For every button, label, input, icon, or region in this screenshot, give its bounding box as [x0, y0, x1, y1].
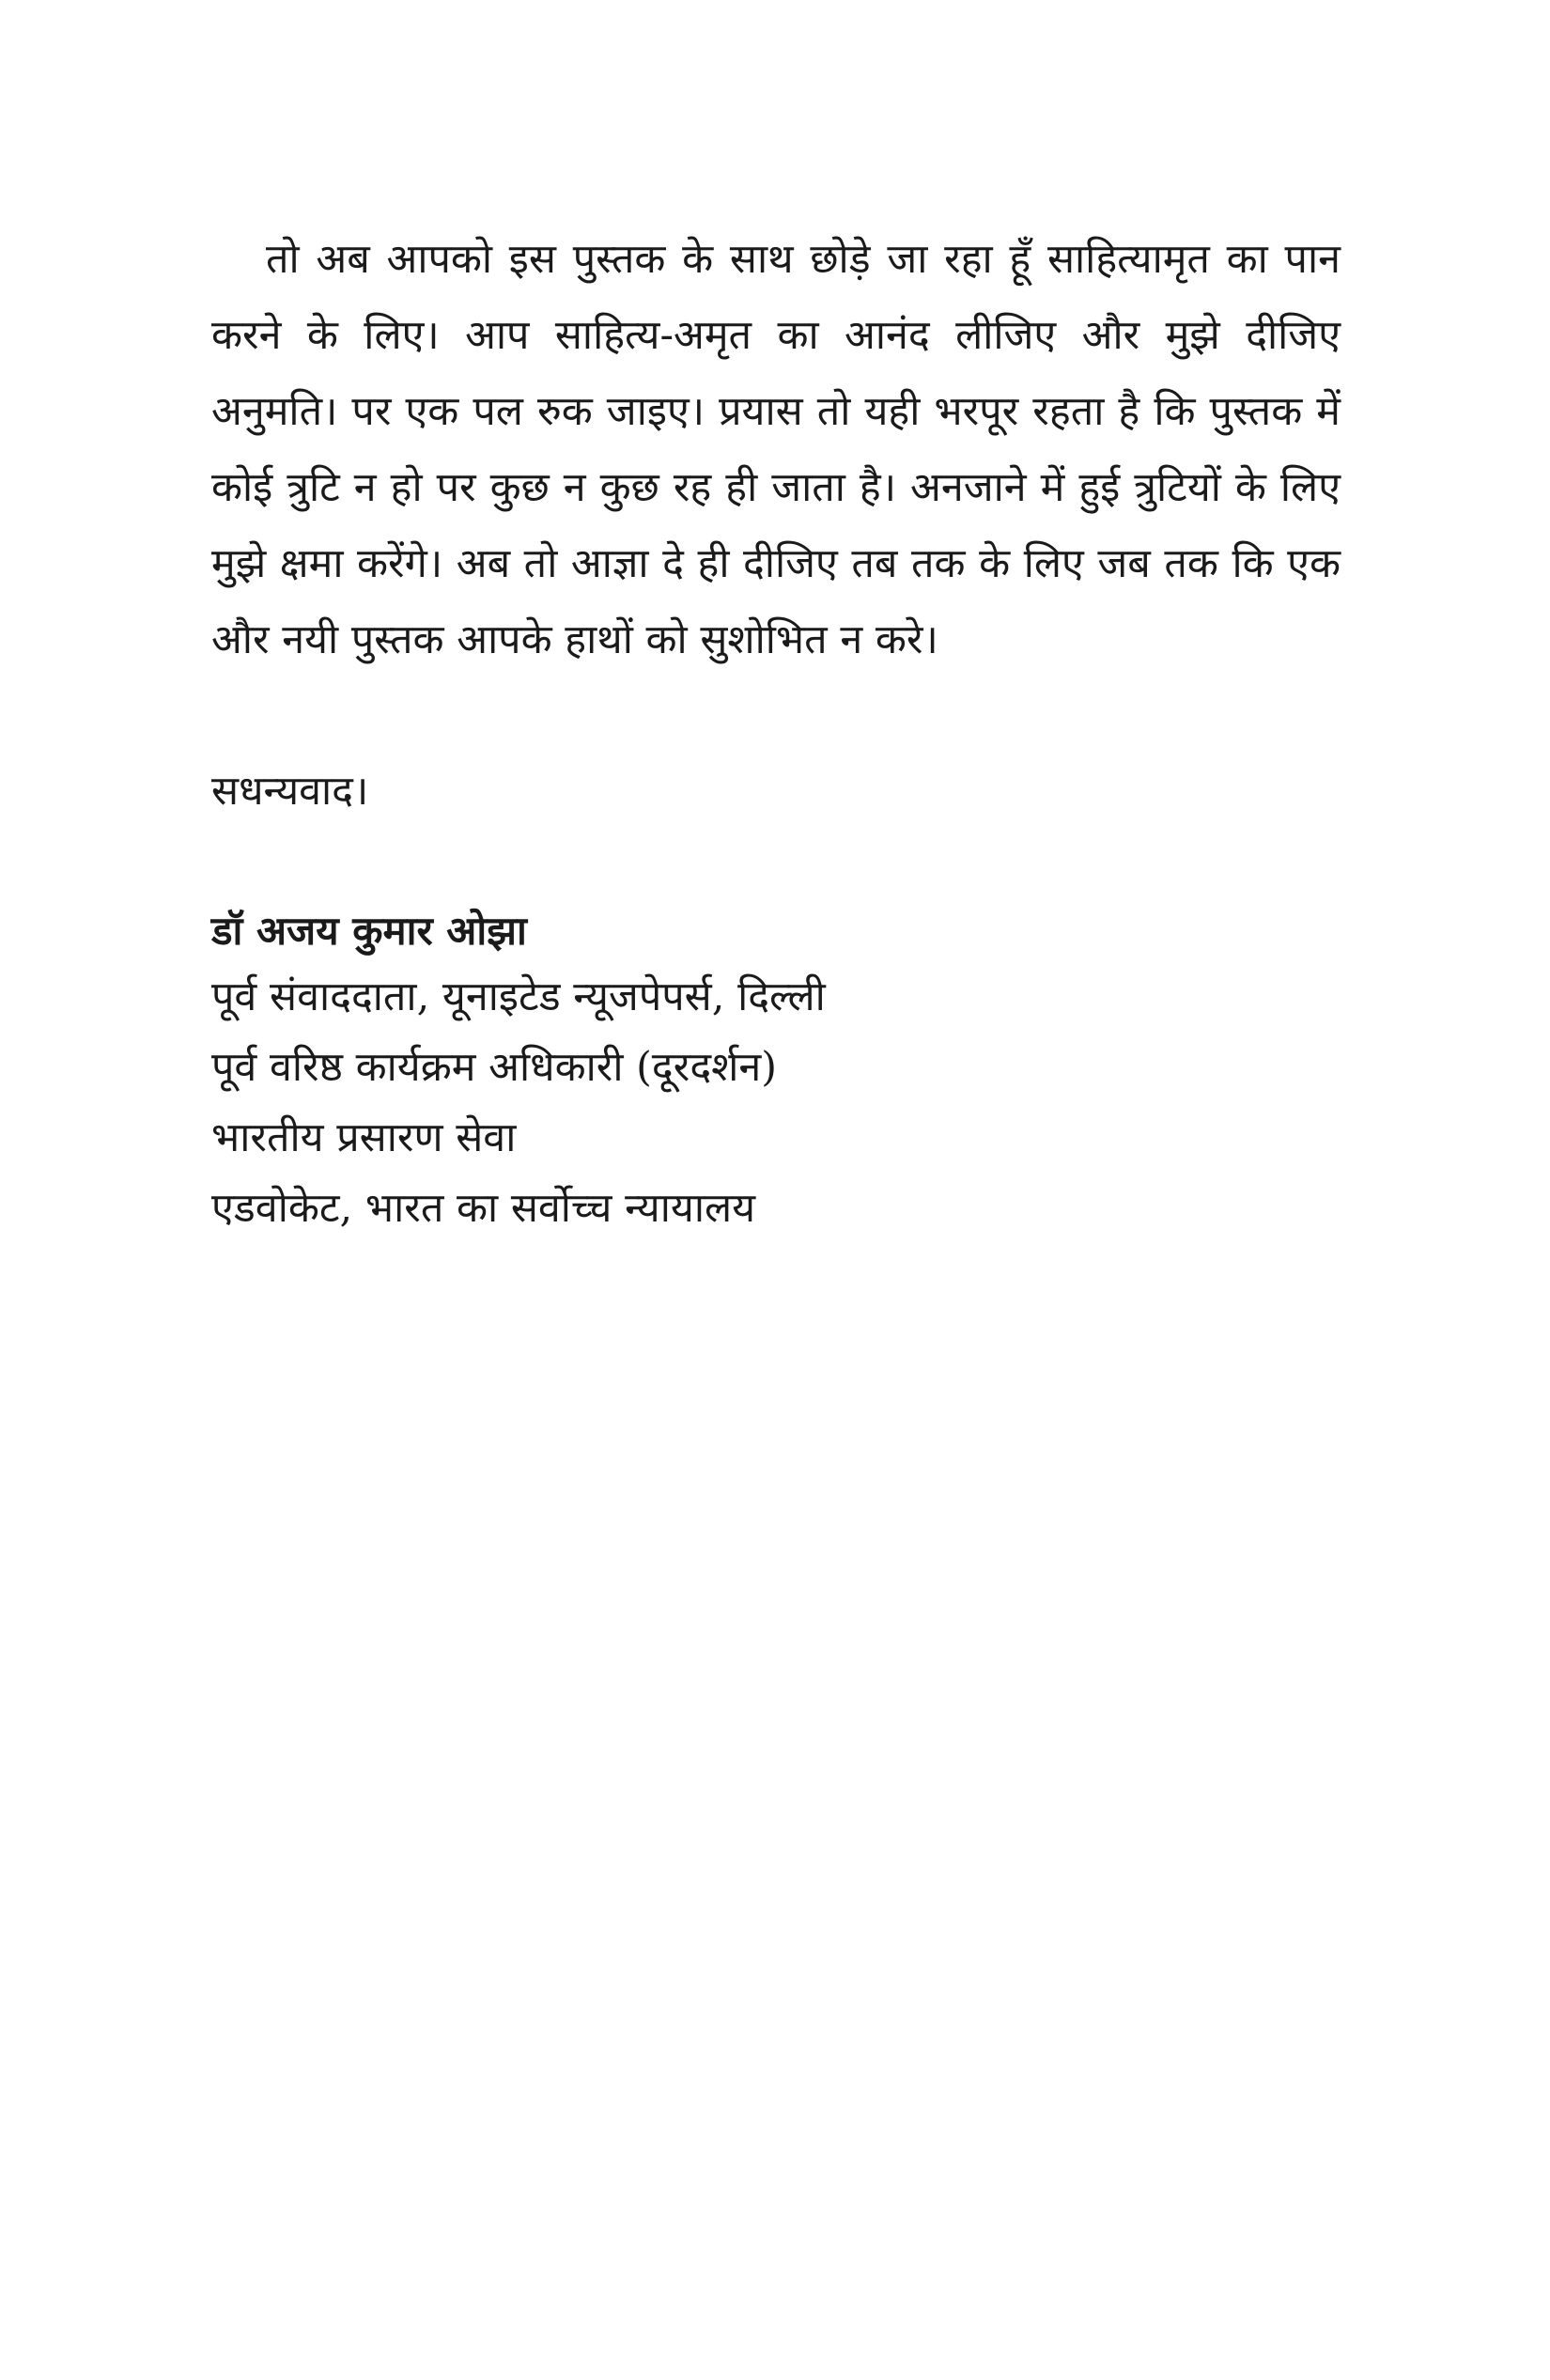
author-designation-4: एडवोकेट, भारत का सर्वोच्च न्यायालय [211, 1185, 756, 1232]
signature-block [211, 900, 1341, 1244]
author-designation-2: पूर्व वरिष्ठ कार्यक्रम अधिकारी (दूरदर्शन) [211, 1044, 778, 1091]
closing-thanks: सधन्यवाद। [211, 768, 369, 815]
body-paragraph: तो अब आपको इस पुस्तक के साथ छोड़े जा रहा हूँ साहित्यामृत का पान करने के लिए। आप साहित्य-अमृत का आनंद लीजिए और मुझे दीजिए अनुमति। पर एक पल रुक जाइए। प्रयास तो यही भरपूर रहता है कि पुस्तक में कोई त्रुटि न हो पर कुछ न कुछ रह ही जाता है। अनजाने में हुई त्रुटियों के लिए मुझे क्षमा करेंगे। अब तो आज्ञा दे ही दीजिए तब तक के लिए जब तक कि एक और नयी पुस्तक आपके हाथों को सुशोभित न करे। [211, 236, 1341, 663]
author-designation-1: पूर्व संवाददाता, यूनाइटेड न्यूजपेपर्स, दिल्ली [211, 973, 826, 1020]
document-page [211, 222, 1341, 1244]
author-name: डॉ अजय कुमार ओझा [211, 908, 527, 954]
author-designation-3: भारतीय प्रसारण सेवा [211, 1114, 517, 1161]
